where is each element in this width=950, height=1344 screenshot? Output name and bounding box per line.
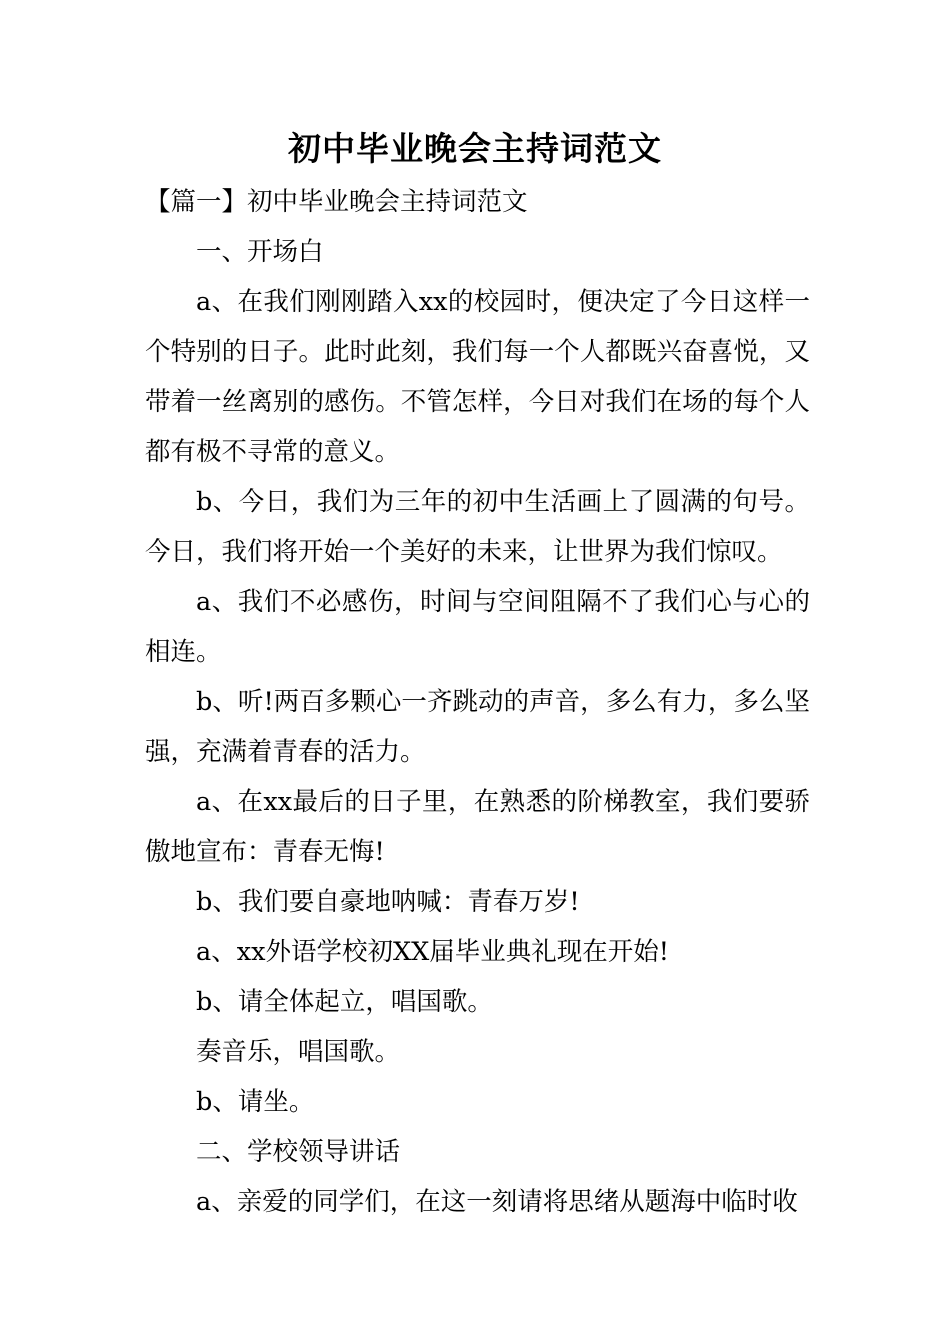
paragraph: b、我们要自豪地呐喊：青春万岁! [196, 887, 580, 917]
paragraph: 二、学校领导讲话 [196, 1137, 401, 1167]
paragraph: a、在xx最后的日子里，在熟悉的阶梯教室，我们要骄傲地宣布：青春无悔! [145, 787, 810, 867]
document-title: 初中毕业晚会主持词范文 [288, 129, 662, 168]
paragraph: b、请全体起立，唱国歌。 [196, 987, 493, 1017]
paragraph: a、xx外语学校初XX届毕业典礼现在开始! [196, 937, 670, 967]
paragraph: b、听!两百多颗心一齐跳动的声音，多么有力，多么坚强，充满着青春的活力。 [145, 687, 810, 767]
paragraph: a、亲爱的同学们，在这一刻请将思绪从题海中临时收 [196, 1187, 798, 1217]
document-body [145, 177, 810, 1227]
paragraph: 一、开场白 [196, 237, 324, 267]
paragraph: a、我们不必感伤，时间与空间阻隔不了我们心与心的相连。 [145, 587, 810, 667]
paragraph: b、请坐。 [196, 1087, 315, 1117]
paragraph: b、今日，我们为三年的初中生活画上了圆满的句号。今日，我们将开始一个美好的未来，让世界为我们惊叹。 [145, 487, 810, 567]
paragraph: 奏音乐，唱国歌。 [196, 1037, 401, 1067]
paragraph: a、在我们刚刚踏入xx的校园时，便决定了今日这样一个特别的日子。此时此刻，我们每一个人都既兴奋喜悦，又带着一丝离别的感伤。不管怎样，今日对我们在场的每个人都有极不寻常的意义。 [145, 287, 810, 467]
section-heading: 【篇一】初中毕业晚会主持词范文 [145, 187, 528, 217]
